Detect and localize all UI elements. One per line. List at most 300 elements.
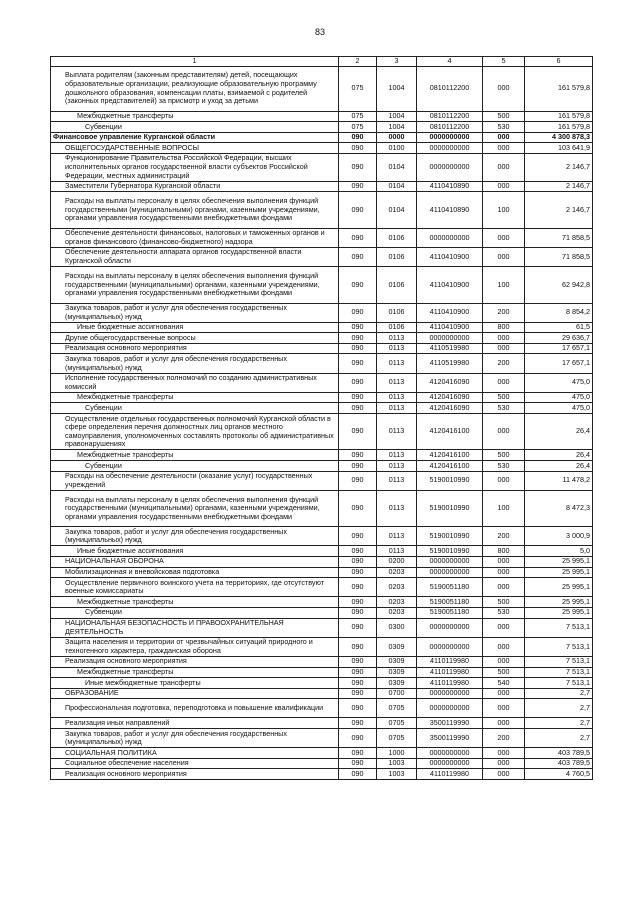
section-code-cell: 0113 <box>377 392 417 403</box>
expense-type-cell: 000 <box>483 153 525 181</box>
ministry-code-cell: 090 <box>339 656 377 667</box>
amount-cell: 475,0 <box>525 403 593 414</box>
section-code-cell: 0200 <box>377 556 417 567</box>
ministry-code-cell: 090 <box>339 333 377 344</box>
table-row <box>51 450 593 461</box>
section-code-cell: 0705 <box>377 729 417 748</box>
section-code-cell: 1004 <box>377 111 417 122</box>
expense-type-cell: 800 <box>483 322 525 333</box>
table-row <box>51 354 593 373</box>
section-code-cell: 0113 <box>377 333 417 344</box>
amount-cell: 7 513,1 <box>525 618 593 637</box>
table-row <box>51 333 593 344</box>
item-name-cell: Межбюджетные трансферты <box>51 111 339 122</box>
section-code-cell: 0113 <box>377 461 417 472</box>
ministry-code-cell: 075 <box>339 111 377 122</box>
item-name-cell: Реализация основного мероприятия <box>51 343 339 354</box>
section-code-cell: 0113 <box>377 527 417 546</box>
item-name-cell: ОБЩЕГОСУДАРСТВЕННЫЕ ВОПРОСЫ <box>51 143 339 154</box>
section-code-cell: 0100 <box>377 143 417 154</box>
section-code-cell: 0309 <box>377 656 417 667</box>
ministry-code-cell: 090 <box>339 567 377 578</box>
target-article-cell: 0000000000 <box>417 688 483 699</box>
target-article-cell: 0000000000 <box>417 618 483 637</box>
expense-type-cell: 000 <box>483 567 525 578</box>
section-code-cell: 0104 <box>377 181 417 192</box>
table-row <box>51 414 593 450</box>
item-name-cell: Другие общегосударственные вопросы <box>51 333 339 344</box>
amount-cell: 4 300 878,3 <box>525 132 593 143</box>
amount-cell: 2,7 <box>525 729 593 748</box>
table-row <box>51 153 593 181</box>
target-article-cell: 0000000000 <box>417 758 483 769</box>
amount-cell: 103 641,9 <box>525 143 593 154</box>
section-code-cell: 1004 <box>377 66 417 111</box>
header-cell: 3 <box>377 57 417 67</box>
expense-type-cell: 100 <box>483 192 525 228</box>
amount-cell: 475,0 <box>525 392 593 403</box>
expense-type-cell: 000 <box>483 748 525 759</box>
ministry-code-cell: 090 <box>339 678 377 689</box>
target-article-cell: 4110119980 <box>417 769 483 780</box>
ministry-code-cell: 090 <box>339 597 377 608</box>
target-article-cell: 5190051180 <box>417 578 483 597</box>
target-article-cell: 4110519980 <box>417 354 483 373</box>
item-name-cell: Расходы на выплаты персоналу в целях обеспечения выполнения функций государственными (муниципальными) органами, казенными учреждениями, органами управления государственными внебюджетными фондами <box>51 490 339 526</box>
section-code-cell: 1003 <box>377 769 417 780</box>
target-article-cell: 4120416090 <box>417 392 483 403</box>
target-article-cell: 0810112200 <box>417 111 483 122</box>
section-code-cell: 0104 <box>377 153 417 181</box>
ministry-code-cell: 090 <box>339 618 377 637</box>
item-name-cell: ОБРАЗОВАНИЕ <box>51 688 339 699</box>
item-name-cell: Функционирование Правительства Российской Федерации, высших исполнительных органов государственной власти субъектов Российской Федерации, местных администраций <box>51 153 339 181</box>
target-article-cell: 0810112200 <box>417 66 483 111</box>
table-row <box>51 718 593 729</box>
ministry-code-cell: 090 <box>339 688 377 699</box>
item-name-cell: Субвенции <box>51 607 339 618</box>
table-row <box>51 228 593 247</box>
section-code-cell: 0309 <box>377 667 417 678</box>
section-code-cell: 0113 <box>377 490 417 526</box>
target-article-cell: 4110410900 <box>417 267 483 303</box>
expense-type-cell: 100 <box>483 490 525 526</box>
table-row <box>51 267 593 303</box>
target-article-cell: 5190010990 <box>417 546 483 557</box>
ministry-code-cell: 090 <box>339 556 377 567</box>
amount-cell: 25 995,1 <box>525 567 593 578</box>
amount-cell: 3 000,9 <box>525 527 593 546</box>
amount-cell: 2 146,7 <box>525 181 593 192</box>
expense-type-cell: 500 <box>483 392 525 403</box>
section-code-cell: 0309 <box>377 637 417 656</box>
amount-cell: 26,4 <box>525 414 593 450</box>
ministry-code-cell: 075 <box>339 66 377 111</box>
target-article-cell: 4110410900 <box>417 322 483 333</box>
section-code-cell: 0300 <box>377 618 417 637</box>
header-cell: 2 <box>339 57 377 67</box>
table-row <box>51 556 593 567</box>
table-row <box>51 490 593 526</box>
ministry-code-cell: 090 <box>339 578 377 597</box>
table-row <box>51 403 593 414</box>
target-article-cell: 5190010990 <box>417 490 483 526</box>
expense-type-cell: 000 <box>483 618 525 637</box>
expense-type-cell: 000 <box>483 373 525 392</box>
section-code-cell: 0705 <box>377 718 417 729</box>
section-code-cell: 1004 <box>377 122 417 133</box>
expense-type-cell: 000 <box>483 688 525 699</box>
item-name-cell: Мобилизационная и вневойсковая подготовка <box>51 567 339 578</box>
table-row <box>51 769 593 780</box>
table-row <box>51 748 593 759</box>
target-article-cell: 4110410890 <box>417 192 483 228</box>
expense-type-cell: 530 <box>483 461 525 472</box>
ministry-code-cell: 090 <box>339 607 377 618</box>
amount-cell: 475,0 <box>525 373 593 392</box>
item-name-cell: Межбюджетные трансферты <box>51 597 339 608</box>
ministry-code-cell: 090 <box>339 373 377 392</box>
table-row <box>51 546 593 557</box>
section-code-cell: 0203 <box>377 597 417 608</box>
item-name-cell: Реализация иных направлений <box>51 718 339 729</box>
ministry-code-cell: 090 <box>339 699 377 718</box>
item-name-cell: Межбюджетные трансферты <box>51 450 339 461</box>
table-row <box>51 322 593 333</box>
expense-type-cell: 000 <box>483 132 525 143</box>
amount-cell: 403 789,5 <box>525 758 593 769</box>
item-name-cell: Финансовое управление Курганской области <box>51 132 339 143</box>
target-article-cell: 0810112200 <box>417 122 483 133</box>
expense-type-cell: 200 <box>483 729 525 748</box>
expense-type-cell: 000 <box>483 656 525 667</box>
amount-cell: 403 789,5 <box>525 748 593 759</box>
expense-type-cell: 530 <box>483 607 525 618</box>
expense-type-cell: 530 <box>483 122 525 133</box>
expense-type-cell: 500 <box>483 667 525 678</box>
amount-cell: 161 579,8 <box>525 122 593 133</box>
target-article-cell: 0000000000 <box>417 143 483 154</box>
amount-cell: 25 995,1 <box>525 607 593 618</box>
table-row <box>51 578 593 597</box>
ministry-code-cell: 090 <box>339 132 377 143</box>
target-article-cell: 0000000000 <box>417 556 483 567</box>
target-article-cell: 5190010990 <box>417 471 483 490</box>
header-cell: 5 <box>483 57 525 67</box>
item-name-cell: Реализация основного мероприятия <box>51 656 339 667</box>
ministry-code-cell: 090 <box>339 392 377 403</box>
expense-type-cell: 000 <box>483 66 525 111</box>
ministry-code-cell: 090 <box>339 267 377 303</box>
item-name-cell: Исполнение государственных полномочий по созданию административных комиссий <box>51 373 339 392</box>
section-code-cell: 0309 <box>377 678 417 689</box>
ministry-code-cell: 090 <box>339 247 377 266</box>
expense-type-cell: 800 <box>483 546 525 557</box>
amount-cell: 26,4 <box>525 461 593 472</box>
section-code-cell: 0113 <box>377 450 417 461</box>
item-name-cell: Осуществление первичного воинского учета на территориях, где отсутствуют военные комиссариаты <box>51 578 339 597</box>
amount-cell: 25 995,1 <box>525 597 593 608</box>
header-cell: 4 <box>417 57 483 67</box>
item-name-cell: Обеспечение деятельности финансовых, налоговых и таможенных органов и органов финансового (финансово-бюджетного) надзора <box>51 228 339 247</box>
ministry-code-cell: 090 <box>339 403 377 414</box>
item-name-cell: Закупка товаров, работ и услуг для обеспечения государственных (муниципальных) нужд <box>51 303 339 322</box>
target-article-cell: 0000000000 <box>417 132 483 143</box>
ministry-code-cell: 090 <box>339 192 377 228</box>
amount-cell: 8 472,3 <box>525 490 593 526</box>
item-name-cell: Межбюджетные трансферты <box>51 392 339 403</box>
table-row <box>51 132 593 143</box>
table-row <box>51 461 593 472</box>
amount-cell: 2,7 <box>525 699 593 718</box>
section-code-cell: 0113 <box>377 414 417 450</box>
amount-cell: 8 854,2 <box>525 303 593 322</box>
expense-type-cell: 100 <box>483 267 525 303</box>
target-article-cell: 4120416090 <box>417 403 483 414</box>
amount-cell: 2 146,7 <box>525 192 593 228</box>
table-row <box>51 343 593 354</box>
ministry-code-cell: 090 <box>339 228 377 247</box>
amount-cell: 2,7 <box>525 718 593 729</box>
table-row <box>51 392 593 403</box>
expense-type-cell: 200 <box>483 354 525 373</box>
expense-type-cell: 530 <box>483 403 525 414</box>
table-row <box>51 66 593 111</box>
table-row <box>51 303 593 322</box>
expense-type-cell: 500 <box>483 450 525 461</box>
target-article-cell: 4120416100 <box>417 461 483 472</box>
amount-cell: 71 858,5 <box>525 228 593 247</box>
target-article-cell: 4120416100 <box>417 414 483 450</box>
section-code-cell: 0106 <box>377 322 417 333</box>
item-name-cell: Защита населения и территории от чрезвычайных ситуаций природного и техногенного характера, гражданская оборона <box>51 637 339 656</box>
expense-type-cell: 000 <box>483 699 525 718</box>
amount-cell: 26,4 <box>525 450 593 461</box>
target-article-cell: 4110119980 <box>417 678 483 689</box>
item-name-cell: Иные межбюджетные трансферты <box>51 678 339 689</box>
amount-cell: 25 995,1 <box>525 578 593 597</box>
item-name-cell: Расходы на обеспечение деятельности (оказание услуг) государственных учреждений <box>51 471 339 490</box>
expense-type-cell: 000 <box>483 247 525 266</box>
expense-type-cell: 000 <box>483 343 525 354</box>
table-row <box>51 699 593 718</box>
expense-type-cell: 200 <box>483 527 525 546</box>
ministry-code-cell: 090 <box>339 769 377 780</box>
ministry-code-cell: 090 <box>339 748 377 759</box>
table-row <box>51 527 593 546</box>
item-name-cell: Расходы на выплаты персоналу в целях обеспечения выполнения функций государственными (муниципальными) органами, казенными учреждениями, органами управления государственными внебюджетными фондами <box>51 192 339 228</box>
section-code-cell: 0705 <box>377 699 417 718</box>
amount-cell: 25 995,1 <box>525 556 593 567</box>
target-article-cell: 4110119980 <box>417 667 483 678</box>
table-row <box>51 656 593 667</box>
amount-cell: 7 513,1 <box>525 667 593 678</box>
amount-cell: 62 942,8 <box>525 267 593 303</box>
ministry-code-cell: 090 <box>339 758 377 769</box>
item-name-cell: Закупка товаров, работ и услуг для обеспечения государственных (муниципальных) нужд <box>51 729 339 748</box>
target-article-cell: 0000000000 <box>417 567 483 578</box>
item-name-cell: Закупка товаров, работ и услуг для обеспечения государственных (муниципальных) нужд <box>51 527 339 546</box>
section-code-cell: 0106 <box>377 267 417 303</box>
item-name-cell: Заместители Губернатора Курганской области <box>51 181 339 192</box>
item-name-cell: Субвенции <box>51 403 339 414</box>
expense-type-cell: 000 <box>483 228 525 247</box>
target-article-cell: 4110410900 <box>417 247 483 266</box>
target-article-cell: 0000000000 <box>417 699 483 718</box>
amount-cell: 2,7 <box>525 688 593 699</box>
expense-type-cell: 000 <box>483 181 525 192</box>
target-article-cell: 4110410900 <box>417 303 483 322</box>
target-article-cell: 3500119990 <box>417 718 483 729</box>
target-article-cell: 4110519980 <box>417 343 483 354</box>
ministry-code-cell: 075 <box>339 122 377 133</box>
table-row <box>51 597 593 608</box>
amount-cell: 11 478,2 <box>525 471 593 490</box>
table-header-row <box>51 57 593 67</box>
item-name-cell: Иные бюджетные ассигнования <box>51 322 339 333</box>
amount-cell: 7 513,1 <box>525 637 593 656</box>
target-article-cell: 4120416090 <box>417 373 483 392</box>
table-row <box>51 111 593 122</box>
expense-type-cell: 200 <box>483 303 525 322</box>
item-name-cell: СОЦИАЛЬНАЯ ПОЛИТИКА <box>51 748 339 759</box>
amount-cell: 5,0 <box>525 546 593 557</box>
table-row <box>51 567 593 578</box>
amount-cell: 161 579,8 <box>525 66 593 111</box>
ministry-code-cell: 090 <box>339 153 377 181</box>
expense-type-cell: 000 <box>483 769 525 780</box>
amount-cell: 29 636,7 <box>525 333 593 344</box>
target-article-cell: 0000000000 <box>417 748 483 759</box>
item-name-cell: НАЦИОНАЛЬНАЯ ОБОРОНА <box>51 556 339 567</box>
section-code-cell: 0113 <box>377 373 417 392</box>
amount-cell: 7 513,1 <box>525 656 593 667</box>
item-name-cell: Реализация основного мероприятия <box>51 769 339 780</box>
ministry-code-cell: 090 <box>339 667 377 678</box>
table-row <box>51 688 593 699</box>
item-name-cell: Выплата родителям (законным представителям) детей, посещающих образовательные организации, реализующие образовательную программу дошкольного образования, компенсации платы, взимаемой с родителей (законных представителей) за присмотр и уход за детьми <box>51 66 339 111</box>
ministry-code-cell: 090 <box>339 181 377 192</box>
target-article-cell: 4120416100 <box>417 450 483 461</box>
ministry-code-cell: 090 <box>339 303 377 322</box>
table-row <box>51 373 593 392</box>
amount-cell: 71 858,5 <box>525 247 593 266</box>
ministry-code-cell: 090 <box>339 143 377 154</box>
item-name-cell: Иные бюджетные ассигнования <box>51 546 339 557</box>
item-name-cell: Профессиональная подготовка, переподготовка и повышение квалификации <box>51 699 339 718</box>
expense-type-cell: 000 <box>483 718 525 729</box>
expense-type-cell: 500 <box>483 597 525 608</box>
expense-type-cell: 000 <box>483 471 525 490</box>
ministry-code-cell: 090 <box>339 354 377 373</box>
target-article-cell: 5190051180 <box>417 607 483 618</box>
section-code-cell: 0106 <box>377 247 417 266</box>
ministry-code-cell: 090 <box>339 414 377 450</box>
item-name-cell: Расходы на выплаты персоналу в целях обеспечения выполнения функций государственными (муниципальными) органами, казенными учреждениями, органами управления государственными внебюджетными фондами <box>51 267 339 303</box>
section-code-cell: 0106 <box>377 228 417 247</box>
expense-type-cell: 000 <box>483 556 525 567</box>
table-row <box>51 637 593 656</box>
item-name-cell: Межбюджетные трансферты <box>51 667 339 678</box>
section-code-cell: 0113 <box>377 354 417 373</box>
section-code-cell: 0203 <box>377 578 417 597</box>
header-cell: 6 <box>525 57 593 67</box>
amount-cell: 17 657,1 <box>525 343 593 354</box>
table-row <box>51 181 593 192</box>
target-article-cell: 0000000000 <box>417 333 483 344</box>
section-code-cell: 0113 <box>377 546 417 557</box>
target-article-cell: 5190010990 <box>417 527 483 546</box>
table-row <box>51 667 593 678</box>
expense-type-cell: 000 <box>483 333 525 344</box>
section-code-cell: 0203 <box>377 607 417 618</box>
section-code-cell: 0106 <box>377 303 417 322</box>
target-article-cell: 0000000000 <box>417 228 483 247</box>
amount-cell: 2 146,7 <box>525 153 593 181</box>
budget-table <box>50 56 593 780</box>
amount-cell: 17 657,1 <box>525 354 593 373</box>
expense-type-cell: 000 <box>483 143 525 154</box>
ministry-code-cell: 090 <box>339 527 377 546</box>
page-number: 83 <box>314 27 325 37</box>
ministry-code-cell: 090 <box>339 471 377 490</box>
table-row <box>51 471 593 490</box>
item-name-cell: Осуществление отдельных государственных полномочий Курганской области в сфере определения перечня должностных лиц органов местного самоуправления, уполномоченных составлять протоколы об административных правонарушениях <box>51 414 339 450</box>
target-article-cell: 5190051180 <box>417 597 483 608</box>
ministry-code-cell: 090 <box>339 461 377 472</box>
target-article-cell: 4110410890 <box>417 181 483 192</box>
ministry-code-cell: 090 <box>339 322 377 333</box>
ministry-code-cell: 090 <box>339 546 377 557</box>
target-article-cell: 0000000000 <box>417 153 483 181</box>
table-row <box>51 122 593 133</box>
table-row <box>51 192 593 228</box>
item-name-cell: Закупка товаров, работ и услуг для обеспечения государственных (муниципальных) нужд <box>51 354 339 373</box>
table-row <box>51 143 593 154</box>
item-name-cell: НАЦИОНАЛЬНАЯ БЕЗОПАСНОСТЬ И ПРАВООХРАНИТЕЛЬНАЯ ДЕЯТЕЛЬНОСТЬ <box>51 618 339 637</box>
table-row <box>51 247 593 266</box>
ministry-code-cell: 090 <box>339 729 377 748</box>
amount-cell: 161 579,8 <box>525 111 593 122</box>
item-name-cell: Субвенции <box>51 461 339 472</box>
section-code-cell: 0700 <box>377 688 417 699</box>
expense-type-cell: 540 <box>483 678 525 689</box>
section-code-cell: 1000 <box>377 748 417 759</box>
expense-type-cell: 000 <box>483 578 525 597</box>
item-name-cell: Субвенции <box>51 122 339 133</box>
section-code-cell: 0104 <box>377 192 417 228</box>
amount-cell: 4 760,5 <box>525 769 593 780</box>
section-code-cell: 0203 <box>377 567 417 578</box>
expense-type-cell: 000 <box>483 637 525 656</box>
table-row <box>51 678 593 689</box>
target-article-cell: 0000000000 <box>417 637 483 656</box>
ministry-code-cell: 090 <box>339 343 377 354</box>
item-name-cell: Обеспечение деятельности аппарата органов государственной власти Курганской области <box>51 247 339 266</box>
ministry-code-cell: 090 <box>339 490 377 526</box>
target-article-cell: 3500119990 <box>417 729 483 748</box>
expense-type-cell: 000 <box>483 758 525 769</box>
expense-type-cell: 000 <box>483 414 525 450</box>
header-cell: 1 <box>51 57 339 67</box>
ministry-code-cell: 090 <box>339 450 377 461</box>
table-row <box>51 729 593 748</box>
table-row <box>51 607 593 618</box>
ministry-code-cell: 090 <box>339 718 377 729</box>
amount-cell: 7 513,1 <box>525 678 593 689</box>
item-name-cell: Социальное обеспечение населения <box>51 758 339 769</box>
section-code-cell: 0113 <box>377 403 417 414</box>
